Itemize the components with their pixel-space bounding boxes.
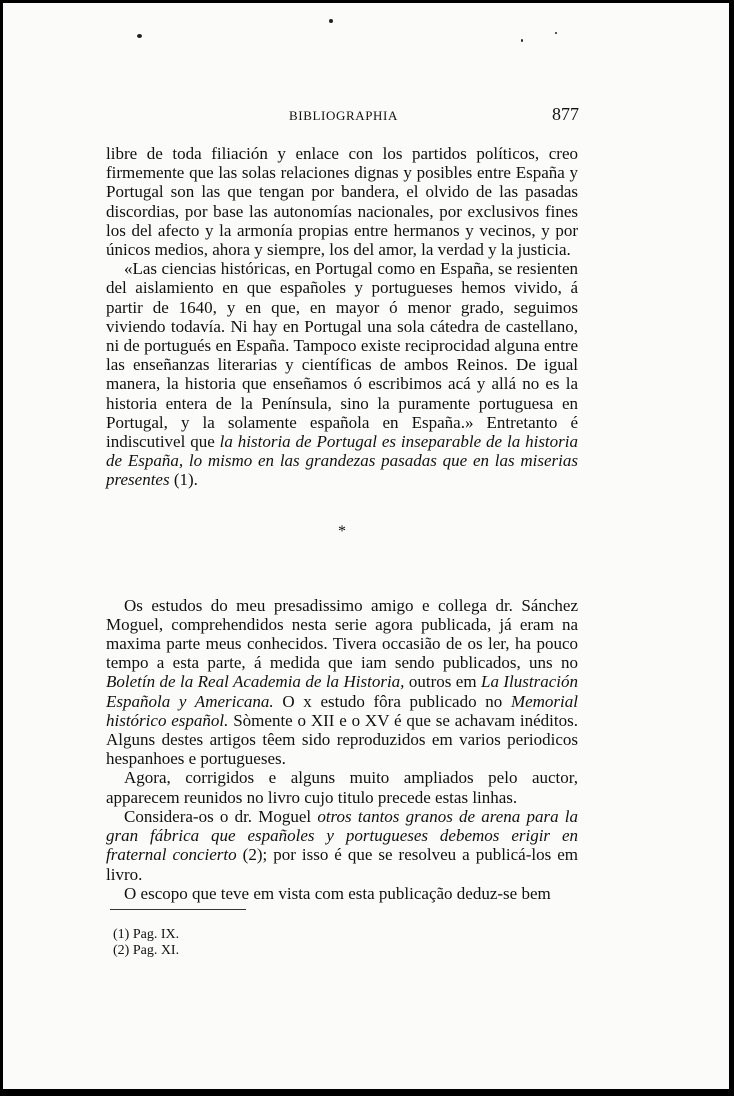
text-run: (1).: [169, 470, 198, 490]
ink-speck: [555, 32, 557, 34]
italic-text: La Ilustración Española y Americana.: [106, 672, 578, 711]
running-header: [108, 106, 579, 130]
section-separator: *: [338, 522, 346, 540]
text-run: outros em: [404, 672, 481, 692]
footnote-rule: [110, 909, 246, 910]
paragraph: [106, 884, 578, 903]
text-run: O escopo que teve em vista com esta publicação deduz-se bem: [124, 883, 551, 903]
paragraph: [106, 807, 578, 884]
text-run: Os estudos do meu presadissimo amigo e collega dr. Sánchez Moguel, comprehendidos nesta serie agora publicada, já eram na maxima parte meus conhecidos. Tivera occasião de os ler, ha pouco tempo a esta parte, á medida que iam sendo publicados, uns no: [106, 595, 578, 673]
paragraph: [106, 596, 578, 769]
ink-speck: [329, 19, 333, 23]
text-section-portuguese: [106, 596, 578, 903]
italic-text: Memorial histórico español.: [106, 691, 578, 730]
body-text: [106, 144, 578, 903]
text-run: Agora, corrigidos e alguns muito ampliados pelo auctor, apparecem reunidos no livro cujo titulo precede estas linhas.: [106, 768, 578, 807]
footnote: (1) Pag. IX.: [113, 927, 180, 942]
text-run: «Las ciencias históricas, en Portugal como en España, se resienten del aislamiento en que españoles y portugueses hemos vivido, á partir de 1640, y en que, en mayor ó menor grado, seguimos viviendo todavía. Ni hay en Portugal una sola cátedra de castellano, ni de portugués en España. Tampoco existe reciprocidad alguna entre las enseñanzas literarias y científicas de ambos Reinos. De igual manera, la historia que enseñamos ó escribimos acá y allá no es la historia entera de la Península, sino la puramente portuguesa en Portugal, y la solamente española en España.» Entretanto é indiscutivel que: [106, 259, 578, 452]
text-run: Sòmente o XII e o XV é que se achavam inéditos. Alguns destes artigos têem sido reproduzidos em varios periodicos hespanhoes e portugueses.: [106, 710, 578, 769]
text-run: (2); por isso é que se resolveu a publicá-los em livro.: [106, 845, 578, 884]
paragraph: [106, 259, 578, 489]
book-page: [3, 3, 729, 1089]
text-section-spanish: [106, 144, 578, 490]
italic-text: otros tantos granos de arena para la gran fábrica que españoles y portugueses debemos erigir en fraternal concierto: [106, 806, 578, 865]
paragraph: [106, 768, 578, 806]
footnote: (2) Pag. XI.: [113, 943, 180, 958]
ink-speck: [521, 39, 523, 42]
running-title: BIBLIOGRAPHIA: [289, 108, 398, 123]
text-run: Considera-os o dr. Moguel: [124, 806, 318, 826]
text-run: libre de toda filiación y enlace con los partidos políticos, creo firmemente que las solas relaciones dignas y posibles entre España y Portugal son las que tengan por bandera, el olvido de las pasadas discordias, por base las autonomías nacionales, por exclusivos fines los del afecto y la armonía propias entre hermanos y vecinos, y por únicos medios, ahora y siempre, los del amor, la verdad y la justicia.: [106, 144, 578, 260]
italic-text: la historia de Portugal es inseparable de la historia de España, lo mismo en las grandezas pasadas que en las miserias presentes: [106, 432, 578, 490]
italic-text: Boletín de la Real Academia de la Historia,: [106, 672, 405, 692]
text-run: O x estudo fôra publicado no: [273, 691, 511, 711]
paragraph: [106, 144, 578, 259]
footnotes: [113, 927, 179, 959]
page-number: 877: [552, 104, 579, 124]
ink-speck: [137, 34, 142, 38]
